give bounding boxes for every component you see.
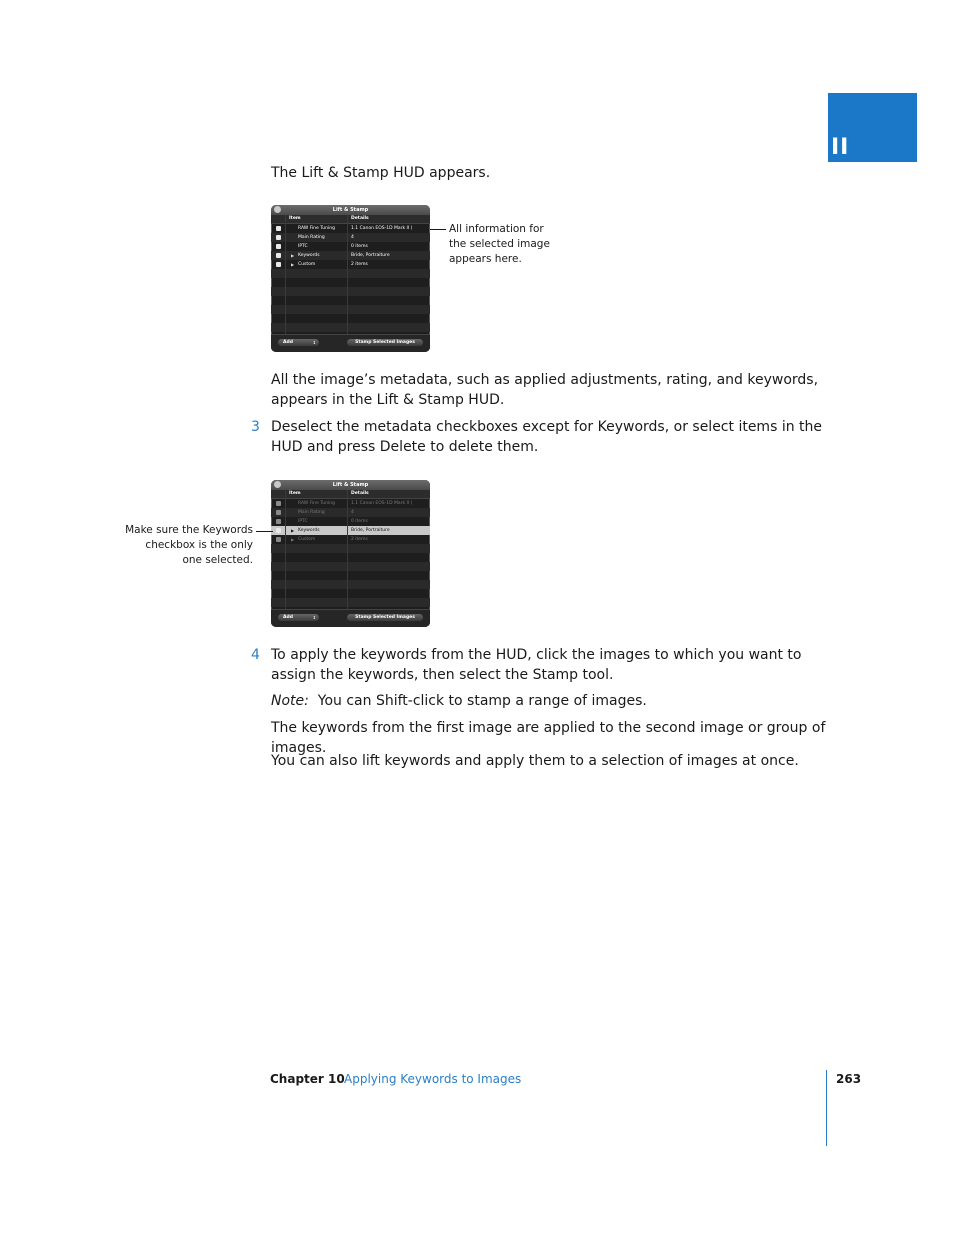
- add-button[interactable]: Add ↕: [278, 339, 319, 346]
- table-row: [271, 269, 430, 278]
- callout-line: All information for: [449, 223, 544, 235]
- table-row[interactable]: [271, 233, 430, 242]
- row-details: 2 items: [351, 537, 368, 542]
- footer-chapter-title[interactable]: Applying Keywords to Images: [344, 1072, 522, 1086]
- column-details[interactable]: Details: [351, 491, 369, 496]
- row-item: Keywords: [298, 528, 320, 533]
- table-row[interactable]: [271, 242, 430, 251]
- disclosure-triangle-icon[interactable]: ▶: [291, 528, 295, 533]
- stamp-selected-images-button[interactable]: Stamp Selected Images: [347, 614, 423, 621]
- row-checkbox[interactable]: [276, 235, 281, 240]
- row-details: Bride, Portraiture: [351, 253, 390, 258]
- hud-column-header: [271, 490, 430, 499]
- callout-all-info: [449, 222, 550, 267]
- table-row[interactable]: [271, 517, 430, 526]
- row-details: Bride, Portraiture: [351, 528, 390, 533]
- hud-rows: [271, 224, 430, 335]
- lift-keywords-paragraph: You can also lift keywords and apply them to a selection of images at once.: [271, 753, 799, 769]
- row-item: IPTC: [298, 244, 308, 249]
- hud-footer: [271, 334, 430, 352]
- row-checkbox[interactable]: [276, 510, 281, 515]
- row-details: 2 items: [351, 262, 368, 267]
- callout-line: checkbox is the only: [145, 539, 253, 551]
- table-row: [271, 287, 430, 296]
- row-checkbox[interactable]: [276, 501, 281, 506]
- row-checkbox[interactable]: [276, 537, 281, 542]
- row-item: IPTC: [298, 519, 308, 524]
- column-divider: [347, 215, 348, 335]
- table-row[interactable]: [271, 508, 430, 517]
- row-item: Custom: [298, 537, 316, 542]
- row-item: RAW Fine Tuning: [298, 226, 335, 231]
- row-checkbox[interactable]: [276, 253, 281, 258]
- intro-text: The Lift & Stamp HUD appears.: [271, 165, 491, 181]
- table-row[interactable]: [271, 526, 430, 535]
- callout-keywords-only: [103, 523, 253, 568]
- hud-title-bar: [271, 205, 430, 215]
- metadata-paragraph: All the image’s metadata, such as applied adjustments, rating, and keywords, appears in the Lift & Stamp HUD.: [271, 372, 819, 408]
- hud-rows: [271, 499, 430, 610]
- table-row: [271, 278, 430, 287]
- callout-line: one selected.: [182, 554, 253, 566]
- table-row: [271, 296, 430, 305]
- lift-stamp-hud: [271, 205, 430, 352]
- row-item: Main Rating: [298, 510, 325, 515]
- hud-column-header: [271, 215, 430, 224]
- table-row: [271, 314, 430, 323]
- callout-line: appears here.: [449, 253, 522, 265]
- hud-title: Lift & Stamp: [332, 207, 369, 213]
- step-4-text: To apply the keywords from the HUD, click the images to which you want to assign the keywords, then select the Stamp tool.: [271, 647, 802, 683]
- row-details: 4: [351, 235, 354, 240]
- disclosure-triangle-icon[interactable]: ▶: [291, 262, 295, 267]
- row-details: 1.1 Canon EOS-1D Mark II (: [351, 501, 413, 506]
- row-checkbox[interactable]: [276, 528, 281, 533]
- table-row: [271, 323, 430, 332]
- step-number: 4: [251, 647, 260, 663]
- column-item[interactable]: Item: [289, 491, 301, 496]
- disclosure-triangle-icon[interactable]: ▶: [291, 253, 295, 258]
- column-divider: [347, 490, 348, 610]
- table-row: [271, 562, 430, 571]
- add-button[interactable]: Add ↕: [278, 614, 319, 621]
- row-checkbox[interactable]: [276, 244, 281, 249]
- row-item: Custom: [298, 262, 316, 267]
- row-item: RAW Fine Tuning: [298, 501, 335, 506]
- footer-chapter: Chapter 10: [270, 1072, 345, 1086]
- row-checkbox[interactable]: [276, 226, 281, 231]
- page-number: 263: [836, 1072, 862, 1086]
- table-row: [271, 553, 430, 562]
- note-label: Note:: [271, 693, 309, 709]
- keywords-applied-paragraph: The keywords from the first image are applied to the second image or group of images.: [271, 720, 826, 756]
- footer-rule: [826, 1070, 827, 1146]
- callout-line: Make sure the Keywords: [125, 524, 253, 536]
- row-item: Keywords: [298, 253, 320, 258]
- lift-stamp-hud-keywords-only: [271, 480, 430, 627]
- part-tab-label: II: [831, 135, 850, 160]
- table-row: [271, 544, 430, 553]
- table-row: [271, 589, 430, 598]
- table-row[interactable]: [271, 499, 430, 508]
- table-row: [271, 598, 430, 607]
- row-details: 1.1 Canon EOS-1D Mark II (: [351, 226, 413, 231]
- table-row: [271, 571, 430, 580]
- note: [271, 691, 831, 711]
- table-row[interactable]: [271, 251, 430, 260]
- row-checkbox[interactable]: [276, 262, 281, 267]
- disclosure-triangle-icon[interactable]: ▶: [291, 537, 295, 542]
- part-tab: [828, 93, 917, 162]
- table-row[interactable]: [271, 224, 430, 233]
- row-details: 0 items: [351, 244, 368, 249]
- table-row: [271, 305, 430, 314]
- step-3-text: Deselect the metadata checkboxes except for Keywords, or select items in the HUD and press Delete to delete them.: [271, 419, 823, 455]
- stamp-selected-images-button[interactable]: Stamp Selected Images: [347, 339, 423, 346]
- callout-line: the selected image: [449, 238, 550, 250]
- callout-leader: [430, 229, 446, 230]
- table-row[interactable]: [271, 535, 430, 544]
- callout-leader: [256, 531, 273, 532]
- row-item: Main Rating: [298, 235, 325, 240]
- column-details[interactable]: Details: [351, 216, 369, 221]
- row-details: 4: [351, 510, 354, 515]
- note-text: You can Shift-click to stamp a range of images.: [317, 693, 647, 709]
- column-divider: [285, 490, 286, 610]
- row-details: 0 items: [351, 519, 368, 524]
- hud-title-bar: [271, 480, 430, 490]
- row-checkbox[interactable]: [276, 519, 281, 524]
- column-item[interactable]: Item: [289, 216, 301, 221]
- step-number: 3: [251, 419, 260, 435]
- hud-title: Lift & Stamp: [332, 482, 369, 488]
- column-divider: [285, 215, 286, 335]
- table-row: [271, 580, 430, 589]
- hud-footer: [271, 609, 430, 627]
- table-row[interactable]: [271, 260, 430, 269]
